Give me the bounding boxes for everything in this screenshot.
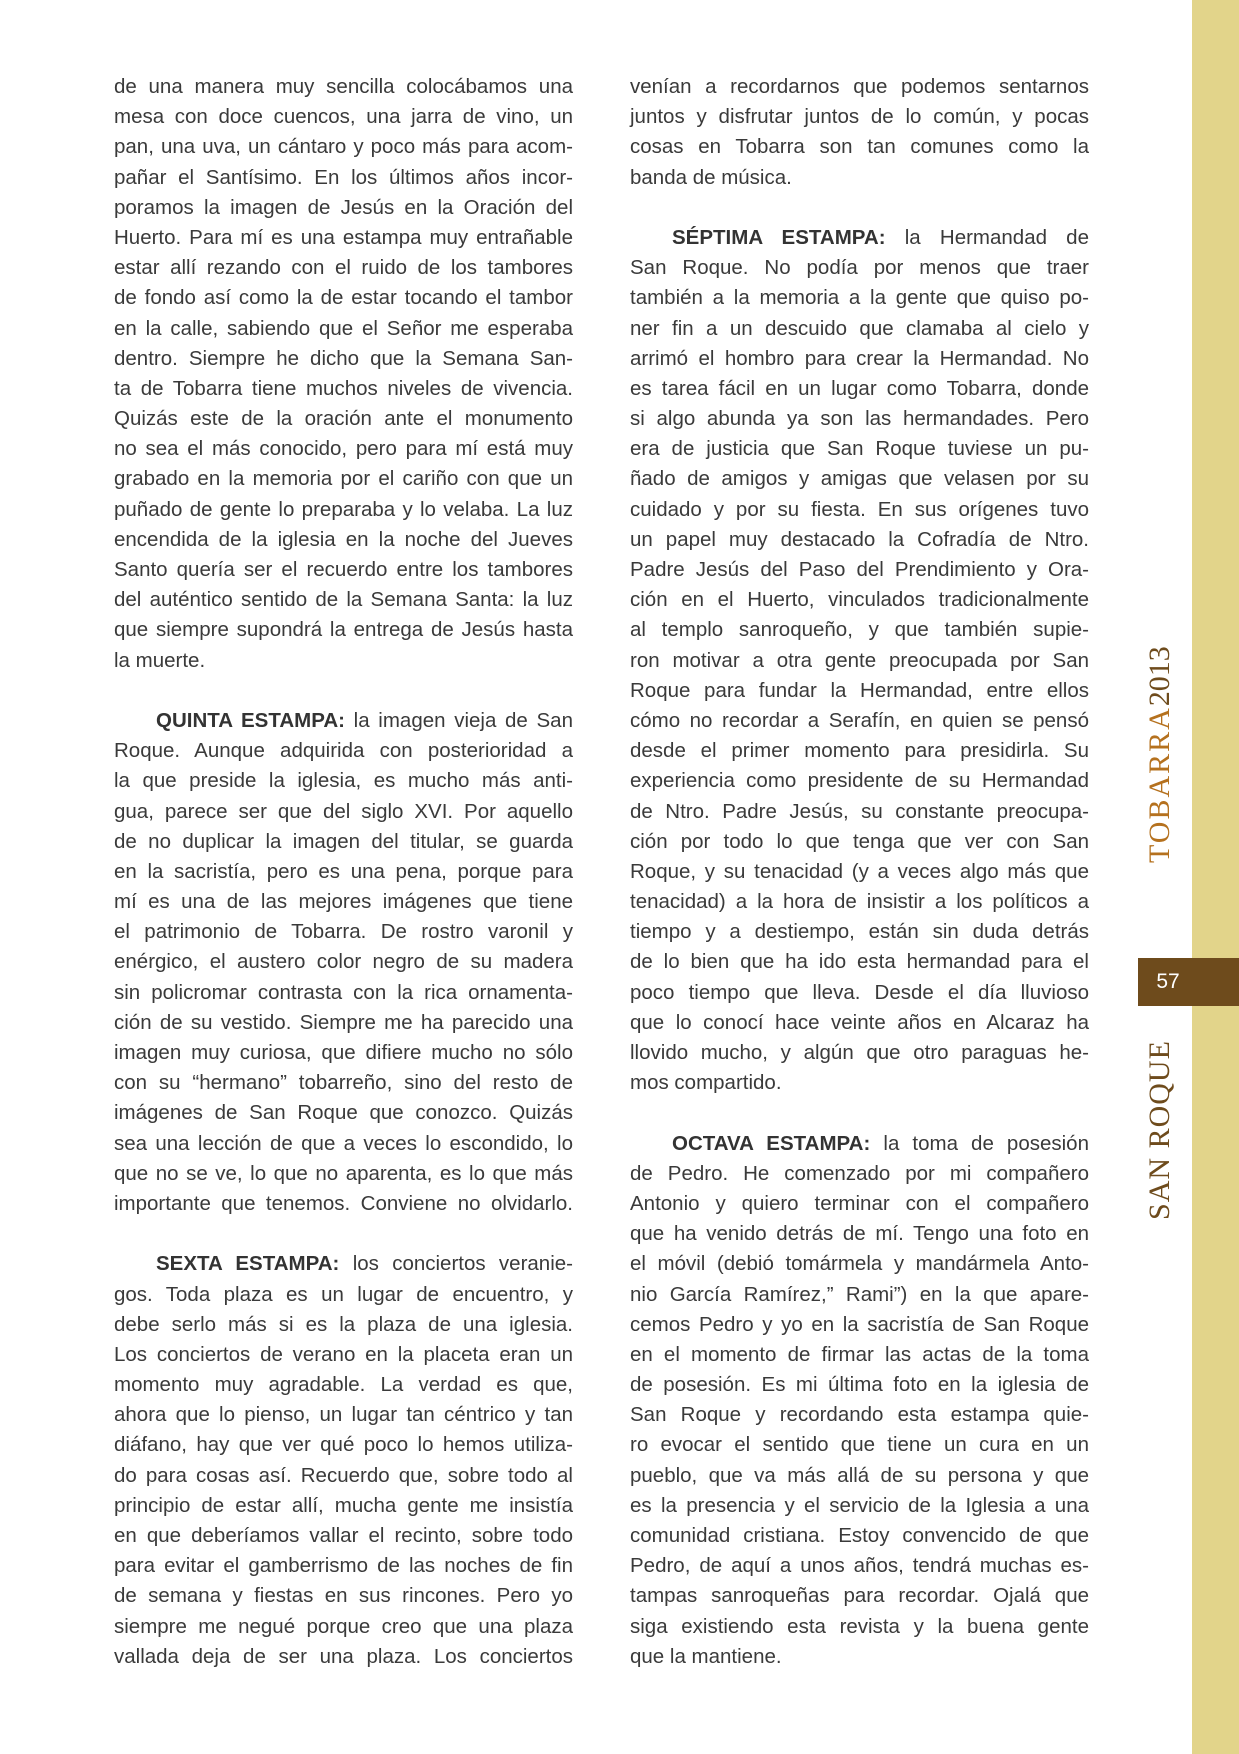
line-text: Roque, y su tenacidad (y a veces algo más que — [630, 859, 1089, 883]
text-line — [114, 706, 573, 736]
text-line — [114, 615, 573, 645]
text-line — [114, 1521, 573, 1551]
text-line — [114, 404, 573, 434]
line-text: puñado de gente lo preparaba y lo velaba. La luz — [114, 497, 573, 521]
text-line — [114, 1038, 573, 1068]
text-line — [114, 283, 573, 313]
text-line — [630, 797, 1089, 827]
line-text: de lo bien que ha ido esta hermandad para el — [630, 950, 1089, 974]
line-text: es tarea fácil en un lugar como Tobarra, donde — [630, 376, 1089, 400]
text-line — [114, 374, 573, 404]
line-text: siempre me negué porque creo que una plaza — [114, 1614, 573, 1638]
line-text: un papel muy destacado la Cofradía de Ntro. — [630, 527, 1089, 551]
line-text: que siempre supondrá la entrega de Jesús hasta — [114, 618, 573, 642]
line-text: poco tiempo que lleva. Desde el día lluvioso — [630, 980, 1089, 1004]
text-line — [630, 1370, 1089, 1400]
line-text: cemos Pedro y yo en la sacristía de San Roque — [630, 1312, 1089, 1336]
text-line — [114, 1551, 573, 1581]
line-text: era de justicia que San Roque tuviese un pu- — [630, 437, 1089, 461]
text-line — [630, 1642, 1089, 1672]
line-text: Santo quería ser el recuerdo entre los tambores — [114, 558, 573, 581]
line-text: sea una lección de que a veces lo escondido, lo — [114, 1131, 573, 1155]
publication-title — [1140, 646, 1180, 863]
line-text: poramos la imagen de Jesús en la Oración del — [114, 195, 573, 219]
text-line — [630, 72, 1089, 102]
text-line — [114, 1400, 573, 1430]
line-text: enérgico, el austero color negro de su madera — [114, 950, 573, 974]
line-text: Los conciertos de verano en la placeta eran un — [114, 1342, 573, 1366]
text-line — [630, 646, 1089, 676]
line-text: que no se ve, lo que no aparenta, es lo que más — [114, 1161, 573, 1185]
text-line — [114, 1098, 573, 1128]
text-line — [114, 1189, 573, 1219]
line-text: el patrimonio de Tobarra. De rostro varonil y — [114, 920, 573, 944]
text-line — [114, 766, 573, 796]
line-text: la Hermandad de — [885, 225, 1089, 249]
page-number: 57 — [1156, 970, 1180, 993]
text-line — [114, 917, 573, 947]
line-text: tiempo y a destiempo, están sin duda detrás — [630, 920, 1089, 944]
line-text: tenacidad) a la hora de insistir a los políticos a — [630, 890, 1089, 914]
line-text: en que deberíamos vallar el recinto, sobre todo — [114, 1524, 573, 1547]
line-text: grabado en la memoria por el cariño con que un — [114, 467, 573, 491]
sidebar-band — [1192, 0, 1239, 1754]
line-text: cosas en Tobarra son tan comunes como la — [630, 135, 1089, 159]
text-line — [114, 132, 573, 162]
paragraph-gap — [630, 193, 1089, 223]
text-line — [114, 102, 573, 132]
line-text: ción en el Huerto, vinculados tradicionalmente — [630, 588, 1089, 612]
text-line — [114, 646, 573, 676]
section-heading: SEXTA ESTAMPA: — [156, 1252, 340, 1276]
publication-year: 2013 — [1143, 646, 1176, 707]
text-line — [630, 404, 1089, 434]
text-line — [630, 706, 1089, 736]
section-heading: QUINTA ESTAMPA: — [156, 708, 345, 732]
line-text: Padre Jesús del Paso del Prendimiento y Ora- — [630, 558, 1089, 581]
line-text: San Roque. No podía por menos que traer — [630, 256, 1089, 280]
line-text: de no duplicar la imagen del titular, se guarda — [114, 829, 573, 853]
text-line — [630, 1400, 1089, 1430]
line-text: Antonio y quiero terminar con el compañero — [630, 1191, 1089, 1215]
line-text: nio García Ramírez,” Rami”) en la que apare- — [630, 1282, 1089, 1306]
text-line — [114, 827, 573, 857]
line-text: mí es una de las mejores imágenes que tiene — [114, 890, 573, 914]
line-text: la que preside la iglesia, es mucho más anti- — [114, 769, 573, 793]
line-text: la imagen vieja de San — [344, 708, 573, 732]
line-text: Roque. Aunque adquirida con posterioridad a — [114, 739, 573, 763]
text-line — [630, 1068, 1089, 1098]
line-text: ahora que lo pienso, un lugar tan céntrico y tan — [114, 1403, 573, 1427]
line-text: ción por todo lo que tenga que ver con San — [630, 829, 1089, 853]
line-text: si algo abunda ya son las hermandades. Pero — [630, 407, 1089, 431]
line-text: del auténtico sentido de la Semana Santa: la luz — [114, 588, 573, 612]
line-text: estar allí rezando con el ruido de los tambores — [114, 256, 573, 280]
line-text: en la sacristía, pero es una pena, porque para — [114, 859, 573, 883]
line-text: de fondo así como la de estar tocando el tambor — [114, 286, 573, 310]
text-line — [630, 1038, 1089, 1068]
text-line — [630, 1249, 1089, 1279]
line-text: con su “hermano” tobarreño, sino del resto de — [114, 1071, 573, 1095]
text-line — [630, 1461, 1089, 1491]
text-line — [630, 132, 1089, 162]
line-text: desde el primer momento para presidirla. Su — [630, 739, 1089, 763]
section-heading: SÉPTIMA ESTAMPA: — [672, 225, 886, 249]
text-line — [630, 495, 1089, 525]
text-line — [630, 585, 1089, 615]
line-text: llovido mucho, y algún que otro paraguas he- — [630, 1041, 1089, 1064]
text-line — [114, 223, 573, 253]
line-text: cómo no recordar a Serafín, en quien se pensó — [630, 708, 1089, 732]
text-line — [114, 1581, 573, 1611]
line-text: importante que tenemos. Conviene no olvidarlo. — [114, 1191, 573, 1215]
line-text: en el momento de firmar las actas de la toma — [630, 1342, 1089, 1366]
line-text: no sea el más conocido, pero para mí está muy — [114, 437, 573, 461]
text-line — [630, 314, 1089, 344]
text-line — [630, 223, 1089, 253]
line-text: arrimó el hombro para crear la Hermandad. No — [630, 346, 1089, 370]
paragraph-gap — [630, 1098, 1089, 1128]
text-line — [630, 102, 1089, 132]
text-line — [630, 1159, 1089, 1189]
line-text: San Roque y recordando esta estampa quie- — [630, 1403, 1089, 1427]
line-text: ro evocar el sentido que tiene un cura en un — [630, 1433, 1089, 1457]
text-line — [630, 766, 1089, 796]
text-line — [114, 1491, 573, 1521]
text-line — [630, 978, 1089, 1008]
text-line — [630, 1581, 1089, 1611]
line-text: es la presencia y el servicio de la Iglesia a una — [630, 1493, 1089, 1517]
text-line — [630, 163, 1089, 193]
line-text: pueblo, que va más allá de su persona y que — [630, 1463, 1089, 1487]
text-line — [114, 1461, 573, 1491]
text-line — [114, 1159, 573, 1189]
text-line — [630, 283, 1089, 313]
line-text: ta de Tobarra tiene muchos niveles de vivencia. — [114, 376, 573, 400]
text-line — [630, 1521, 1089, 1551]
line-text: siga existiendo esta revista y la buena gente — [630, 1614, 1089, 1638]
paragraph-gap — [114, 1219, 573, 1249]
text-line — [630, 676, 1089, 706]
text-line — [114, 1068, 573, 1098]
text-line — [114, 464, 573, 494]
line-text: que ha venido detrás de mí. Tengo una foto en — [630, 1222, 1089, 1246]
publication-name: TOBARRA — [1143, 706, 1176, 863]
text-line — [630, 615, 1089, 645]
text-line — [114, 1280, 573, 1310]
text-line — [114, 525, 573, 555]
line-text: cuidado y por su fiesta. En sus orígenes tuvo — [630, 497, 1089, 521]
text-line — [114, 163, 573, 193]
text-line — [630, 1340, 1089, 1370]
line-text: Pedro, de aquí a unos años, tendrá muchas es- — [630, 1554, 1089, 1578]
text-line — [114, 1129, 573, 1159]
line-text: la muerte. — [114, 648, 206, 672]
line-text: de Pedro. He comenzado por mi compañero — [630, 1161, 1089, 1185]
text-line — [114, 1249, 573, 1279]
line-text: Roque para fundar la Hermandad, entre ellos — [630, 678, 1089, 702]
text-line — [630, 253, 1089, 283]
text-line — [114, 344, 573, 374]
text-line — [630, 1612, 1089, 1642]
text-line — [114, 555, 573, 585]
text-line — [630, 1280, 1089, 1310]
line-text: comunidad cristiana. Estoy convencido de que — [630, 1524, 1089, 1547]
line-text: debe serlo más si es la plaza de una iglesia. — [114, 1312, 573, 1336]
text-line — [114, 495, 573, 525]
line-text: ción de su vestido. Siempre me ha parecido una — [114, 1010, 573, 1034]
text-line — [630, 947, 1089, 977]
paragraph-gap — [114, 676, 573, 706]
line-text: encendida de la iglesia en la noche del Jueves — [114, 527, 573, 551]
line-text: en la calle, sabiendo que el Señor me esperaba — [114, 316, 573, 340]
line-text: banda de música. — [630, 165, 792, 189]
text-line — [114, 585, 573, 615]
line-text: mesa con doce cuencos, una jarra de vino, un — [114, 105, 573, 129]
line-text: gos. Toda plaza es un lugar de encuentro, y — [114, 1282, 573, 1306]
text-line — [114, 253, 573, 283]
text-line — [114, 797, 573, 827]
text-line — [114, 314, 573, 344]
text-line — [114, 1008, 573, 1038]
line-text: que la mantiene. — [630, 1644, 782, 1668]
line-text: sin policromar contrasta con la rica ornamenta- — [114, 980, 573, 1004]
line-text: juntos y disfrutar juntos de lo común, y pocas — [630, 105, 1089, 129]
line-text: Quizás este de la oración ante el monumento — [114, 407, 573, 431]
line-text: de Ntro. Padre Jesús, su constante preocupa- — [630, 799, 1089, 823]
line-text: imagen muy curiosa, que difiere mucho no sólo — [114, 1041, 573, 1064]
line-text: vallada deja de ser una plaza. Los conciertos — [114, 1644, 573, 1668]
line-text: Huerto. Para mí es una estampa muy entrañable — [114, 225, 573, 249]
line-text: mos compartido. — [630, 1071, 782, 1095]
section-title: SAN ROQUE — [1143, 1040, 1176, 1220]
text-line — [114, 947, 573, 977]
text-line — [630, 555, 1089, 585]
line-text: de una manera muy sencilla colocábamos una — [114, 75, 573, 98]
text-line — [630, 917, 1089, 947]
line-text: los conciertos veranie- — [339, 1252, 573, 1276]
text-line — [630, 1189, 1089, 1219]
line-text: de posesión. Es mi última foto en la iglesia de — [630, 1373, 1089, 1397]
line-text: de semana y fiestas en sus rincones. Pero yo — [114, 1584, 573, 1608]
text-line — [630, 1310, 1089, 1340]
text-line — [114, 1642, 573, 1672]
right-column — [630, 72, 1089, 1672]
text-line — [114, 434, 573, 464]
text-line — [114, 1340, 573, 1370]
text-line — [114, 857, 573, 887]
text-line — [630, 1219, 1089, 1249]
text-line — [630, 1008, 1089, 1038]
text-line — [114, 1370, 573, 1400]
section-heading: OCTAVA ESTAMPA: — [672, 1131, 871, 1155]
text-line — [630, 857, 1089, 887]
line-text: venían a recordarnos que podemos sentarnos — [630, 75, 1089, 98]
text-line — [114, 1612, 573, 1642]
line-text: do para cosas así. Recuerdo que, sobre todo al — [114, 1463, 573, 1487]
text-line — [114, 1310, 573, 1340]
line-text: experiencia como presidente de su Hermandad — [630, 769, 1089, 793]
line-text: imágenes de San Roque que conozco. Quizás — [114, 1101, 573, 1125]
text-line — [630, 434, 1089, 464]
text-line — [114, 736, 573, 766]
line-text: para evitar el gamberrismo de las noches de fin — [114, 1554, 573, 1578]
line-text: también a la memoria a la gente que quiso po- — [630, 286, 1089, 310]
text-line — [630, 464, 1089, 494]
text-line — [114, 887, 573, 917]
text-line — [630, 827, 1089, 857]
line-text: que lo conocí hace veinte años en Alcaraz ha — [630, 1010, 1089, 1034]
line-text: gua, parece ser que del siglo XVI. Por aquello — [114, 799, 573, 823]
text-line — [114, 72, 573, 102]
line-text: tampas sanroqueñas para recordar. Ojalá que — [630, 1584, 1089, 1608]
text-line — [630, 1491, 1089, 1521]
text-line — [114, 193, 573, 223]
text-line — [630, 344, 1089, 374]
line-text: diáfano, hay que ver qué poco lo hemos utiliza- — [114, 1433, 573, 1457]
line-text: pan, una uva, un cántaro y poco más para acom- — [114, 135, 573, 159]
line-text: ron motivar a otra gente preocupada por San — [630, 648, 1089, 672]
line-text: al templo sanroqueño, y que también supie- — [630, 618, 1089, 642]
line-text: la toma de posesión — [870, 1131, 1089, 1155]
line-text: el móvil (debió tomármela y mandármela Anto- — [630, 1252, 1089, 1276]
text-line — [114, 978, 573, 1008]
line-text: ner fin a un descuido que clamaba al cielo y — [630, 316, 1089, 340]
text-line — [630, 525, 1089, 555]
text-line — [630, 1430, 1089, 1460]
line-text: momento muy agradable. La verdad es que, — [114, 1373, 573, 1397]
left-column — [114, 72, 573, 1672]
line-text: dentro. Siempre he dicho que la Semana San- — [114, 346, 573, 370]
text-line — [114, 1430, 573, 1460]
text-line — [630, 1129, 1089, 1159]
text-line — [630, 1551, 1089, 1581]
line-text: pañar el Santísimo. En los últimos años incor- — [114, 165, 573, 189]
text-line — [630, 736, 1089, 766]
text-line — [630, 374, 1089, 404]
text-line — [630, 887, 1089, 917]
line-text: principio de estar allí, mucha gente me insistía — [114, 1493, 573, 1517]
line-text: ñado de amigos y amigas que velasen por su — [630, 467, 1089, 491]
